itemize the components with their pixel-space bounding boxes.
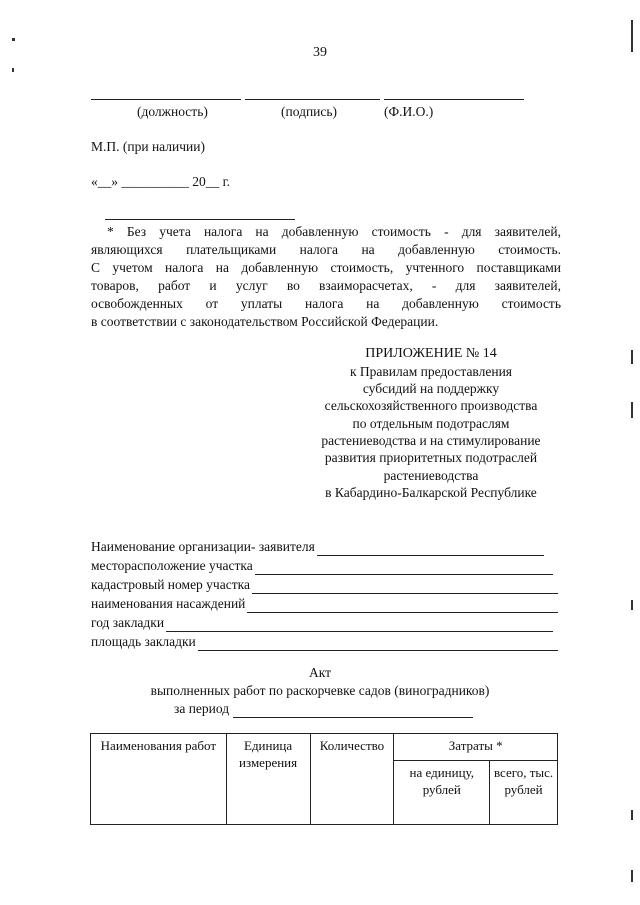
footnote-line: товаров, работ и услуг во взаиморасчетах, - для заявителей, [91,277,561,293]
field-underline[interactable] [252,581,558,594]
field-underline[interactable] [166,619,553,632]
date-line: «__» __________ 20__ г. [91,174,231,189]
field-underline[interactable] [247,600,558,613]
footnote-divider [105,219,295,220]
signature-line [245,99,380,100]
field-label: наименования насаждений [91,596,246,612]
annex-line: к Правилам предоставления [349,363,513,379]
annex-line: сельскохозяйственного производства [324,398,538,414]
position-line [91,99,241,100]
header-works: Наименования работ [91,734,227,825]
footnote-line: освобожденных от уплаты налога на добавленную стоимость [91,295,561,311]
annex-line: растениеводства и на стимулирование [321,432,541,448]
footnote-line: * Без учета налога на добавленную стоимость - для заявителей, [107,224,561,239]
field-cadastral-number[interactable] [91,577,558,594]
fullname-line [384,99,524,100]
field-organization[interactable] [91,539,544,556]
annex-line: растениеводства [383,467,479,483]
field-planting-year[interactable] [91,615,553,632]
period-field[interactable] [174,700,473,718]
field-label: месторасположение участка [91,558,253,574]
field-label: год закладки [91,615,165,631]
field-underline[interactable] [198,638,558,651]
field-label: кадастровый номер участка [91,577,250,593]
annex-title: ПРИЛОЖЕНИЕ № 14 [365,346,497,361]
footnote-line: С учетом налога на добавленную стоимость, учтенного поставщиками [91,259,561,275]
stamp-note: М.П. (при наличии) [91,139,205,154]
field-label: Наименование организации- заявителя [91,539,315,555]
annex-line: субсидий на поддержку [362,381,500,397]
annex-line: в Кабардино-Балкарской Республике [325,484,537,500]
act-subtitle: выполненных работ по раскорчевке садов (виноградников) [150,683,490,698]
works-table [90,733,558,825]
header-total: всего, тыс. рублей [490,761,558,825]
header-per-unit: на единицу, рублей [394,761,490,825]
footnote [91,223,561,331]
table-header-row [91,734,558,761]
field-label: площадь закладки [91,634,196,650]
footnote-line: являющихся плательщиками налога на добавленную стоимость. [91,241,561,257]
field-underline[interactable] [255,562,553,575]
field-location[interactable] [91,558,553,575]
field-planting-area[interactable] [91,634,558,651]
position-label: (должность) [137,104,208,119]
page-number: 39 [313,45,327,60]
fullname-label: (Ф.И.О.) [384,104,434,119]
header-unit: Единица измерения [226,734,310,825]
annex-header [300,345,562,501]
annex-line: развития приоритетных подотраслей [324,450,538,466]
signature-label: (подпись) [281,104,338,119]
field-plantings[interactable] [91,596,558,613]
header-costs: Затраты * [394,734,558,761]
header-quantity: Количество [310,734,394,825]
act-title: Акт [308,665,332,680]
field-underline[interactable] [317,543,544,556]
annex-line: по отдельным подотраслям [352,415,510,431]
period-label: за период [174,701,230,716]
period-underline[interactable] [233,705,473,718]
footnote-line: в соответствии с законодательством Российской Федерации. [91,313,439,329]
